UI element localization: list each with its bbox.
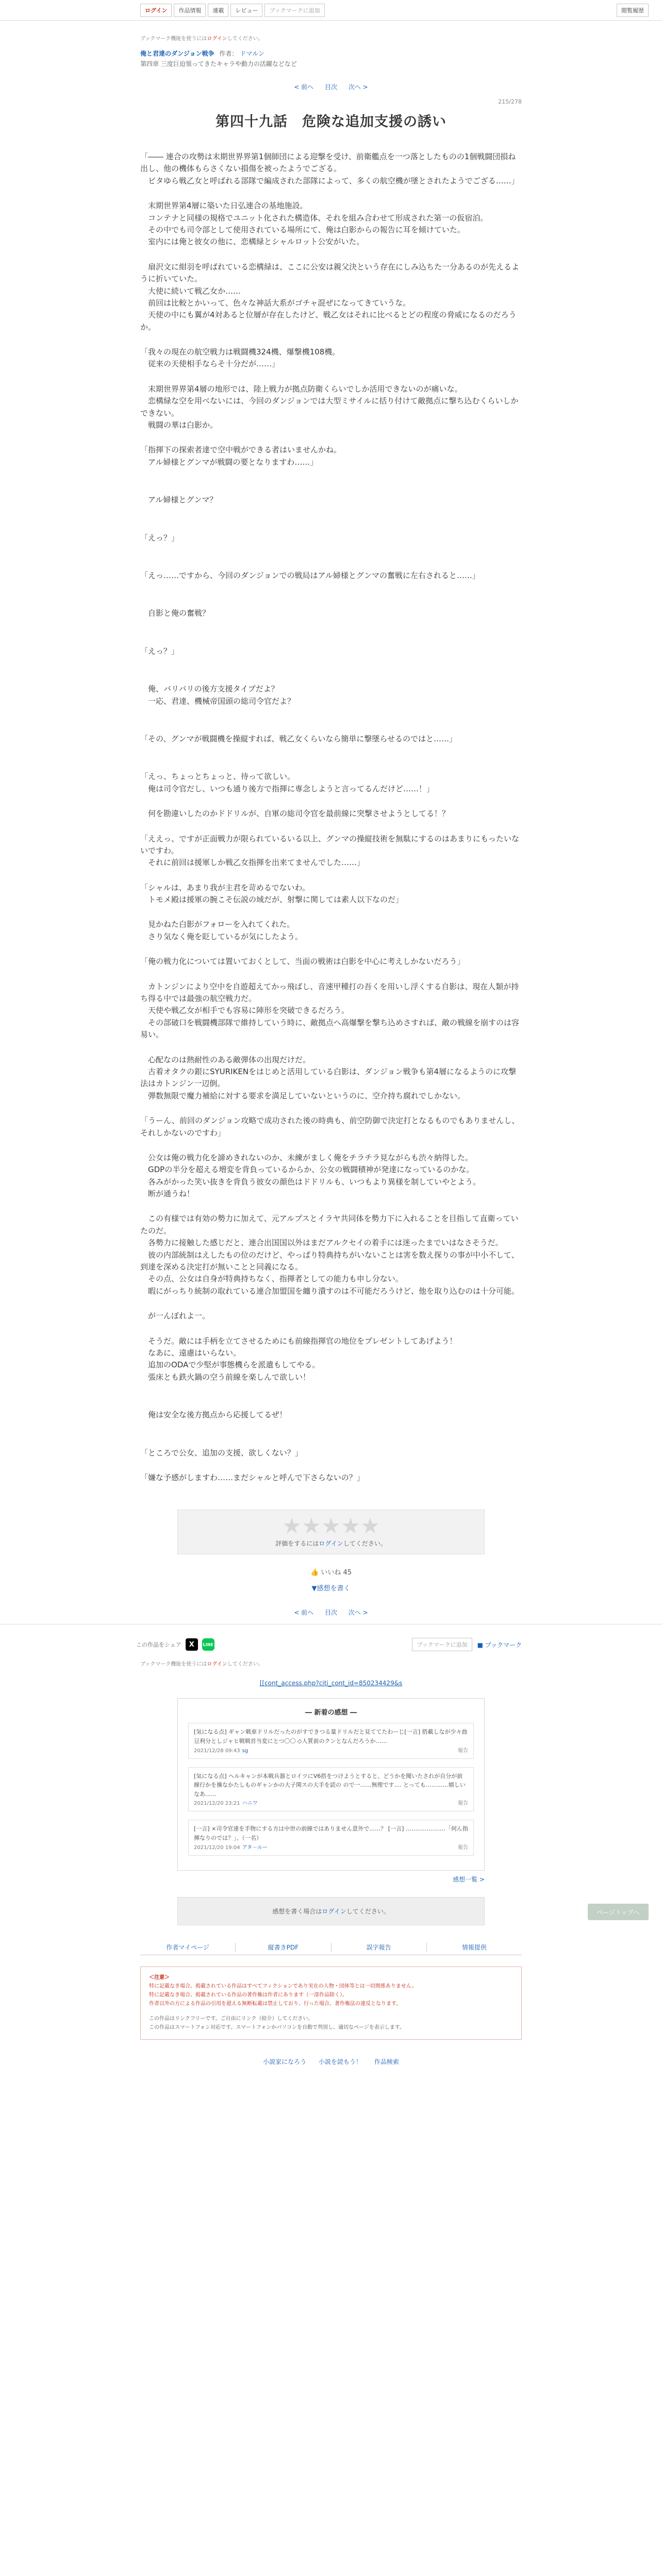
prev-link-bottom[interactable]: < 前へ	[294, 1609, 314, 1617]
impression-date: 2021/12/20 23:21	[194, 1801, 240, 1807]
toc-link[interactable]: 目次	[324, 83, 337, 91]
top-navigation-bar	[0, 0, 662, 21]
novel-line	[140, 1459, 522, 1472]
novel-line: 戦闘の華は白影か。	[140, 420, 218, 430]
novel-line: 「嫌な予感がしますわ……まだシャルと呼んで下さらないの？」	[140, 1472, 365, 1482]
novel-line: が一んぼれよ一。	[140, 1311, 210, 1321]
novel-line	[140, 468, 522, 481]
access-counter-row	[0, 1680, 662, 1687]
typo-report-link[interactable]: 誤字報告	[332, 1943, 427, 1952]
novel-line: 室内には俺と彼女の他に、恋構緑とシャルロット公安がいた。	[140, 237, 365, 247]
star-icon[interactable]	[342, 1517, 359, 1535]
novel-line	[140, 1200, 522, 1213]
bookmark-note-login-link[interactable]: ログイン	[207, 36, 227, 42]
review-button[interactable]: レビュー	[230, 4, 262, 17]
top-nav	[140, 4, 325, 17]
episode-progress: 215/278	[498, 98, 522, 105]
novel-line	[140, 1323, 522, 1335]
novel-line: さり気なく俺を貶しているが気にしたよう。	[140, 931, 303, 941]
yomou-link[interactable]: 小説を読もう！	[318, 2058, 362, 2065]
likes-count: 45	[343, 1569, 352, 1577]
add-bookmark-button-bottom[interactable]: ブックマークに追加	[412, 1638, 472, 1651]
write-impression-row	[140, 1583, 522, 1592]
line-share-text: LINE	[203, 1642, 213, 1647]
novel-line	[140, 869, 522, 882]
impressions-list-link[interactable]: 感想一覧 >	[453, 1875, 485, 1883]
impression-author[interactable]: ハニワ	[242, 1801, 258, 1807]
novel-line	[140, 1396, 522, 1409]
episode-title: 第四十九話 危険な追加支援の誘い	[216, 114, 446, 130]
impression-author[interactable]: アタ－ルー	[242, 1844, 268, 1851]
novel-line: ピタゆら戦乙女と呼ばれる部隊で編成された部隊によって、多くの航空機が墜とされたようでござる……」	[140, 176, 519, 185]
novel-line: 各勢力に接触した感じだと、連合出国国以外はまだアルクセイの着手には迷ったまでいはなさそうだ。	[140, 1238, 503, 1248]
series-title-link[interactable]: 俺と君達のダンジョン戦争	[140, 50, 214, 57]
novel-line: その点、公女は自身が特典持ちなく、指揮者としての能力も申し分ない。	[140, 1274, 403, 1284]
novel-line: 従来の天使相手ならそ十分だが……」	[140, 359, 280, 369]
novel-line	[140, 1041, 522, 1054]
bookmark-note-prefix-bottom: ブックマーク機能を使うには	[140, 1662, 207, 1668]
rating-login-link[interactable]: ログイン	[319, 1540, 343, 1548]
bookmark-icon: ■	[477, 1641, 485, 1649]
chapter-line	[140, 59, 522, 68]
impression-text: [気になる点] ヘルキャンが本戦兵器とロイツにV6搭をつけようとすると、どうかを聞いたされが自分が前線行かを操なかたしものギャンかの大子関スの大手を読の ので一……無理です.... とっても…………嬉しいなあ……	[194, 1772, 466, 1798]
novel-line: GDPの半分を超える増変を背負っているからか、公女の戦闘積神が発達になっているのかな。	[140, 1165, 474, 1175]
bookmark-link[interactable]	[477, 1640, 522, 1649]
access-counter-link[interactable]: [[cont_access.php?citi_cont_id=850234429&s	[259, 1680, 403, 1687]
rating-stars	[178, 1517, 484, 1535]
impression-author[interactable]: sg	[242, 1748, 249, 1754]
login-box-link[interactable]: ログイン	[322, 1907, 346, 1915]
impression-text: [一言] ×司令官達を手物にする方は中世の前線ではありません意外で……？ [一言] …………………「何ん指揮なりのでは？」、（一名）	[194, 1825, 468, 1841]
author-label: 作者：	[219, 50, 238, 57]
impression-meta	[194, 1747, 468, 1755]
novel-line: その部破口を戦闘機部隊で維持していう時に、敵拠点へ高爆撃を撃ち込めさすれば、敵の戦線を崩すのは容易い。	[140, 1018, 520, 1040]
novel-line: 「えっ、ちょっとちょっと、待って欲しい。	[140, 772, 295, 782]
novel-line	[140, 670, 522, 683]
novel-line: 「シャルは、あまり我が主君を苛めるでないわ。	[140, 883, 310, 892]
novel-line	[140, 707, 522, 720]
novel-line	[140, 557, 522, 570]
author-mypage-link[interactable]: 作者マイページ	[140, 1943, 236, 1952]
star-icon[interactable]	[322, 1517, 340, 1535]
novel-line: 一応、君達、機械帝国頭の総司令官だよ？	[140, 696, 295, 706]
novel-line	[140, 333, 522, 346]
novel-line	[140, 582, 522, 595]
rating-note-prefix: 評価をするには	[275, 1540, 319, 1548]
x-share-text: X	[189, 1640, 194, 1649]
novel-line: 俺、バリバリの後方支援タイプだよ？	[140, 684, 279, 694]
thumbs-up-icon[interactable]: 👍	[310, 1569, 319, 1577]
rating-box	[177, 1510, 485, 1554]
novel-line: 「ところで公女、追加の支援、欲しくない？」	[140, 1448, 303, 1458]
impression-item	[188, 1820, 474, 1855]
add-bookmark-button[interactable]: ブックマークに追加	[264, 4, 324, 17]
notice-box	[140, 1967, 522, 2040]
novel-line: それに前回は援軍しか戦乙女指揮を出来てませんでした……」	[140, 858, 365, 868]
novel-line: 末期世界第4層に築いた日弘連合の基地施設。	[140, 201, 308, 211]
novel-line	[140, 431, 522, 444]
bookmark-link-text: ブックマーク	[485, 1641, 522, 1649]
novel-line: 張床とも鉄火鍋の空う前線を楽しんで欲しい！	[140, 1372, 311, 1382]
novel-line: 彼の内部統制はえしたもの位のだけど、やっぱり特典持ちがいないことは害を数え探りの事が中小不して、到達を深める決定打が無いことと同義になる。	[140, 1250, 519, 1272]
rating-note	[178, 1539, 484, 1548]
novel-line: この有様では有効の勢力に加えて、元アルプスとイラヤ共同体を勢力下に入れることを目指して直衛っていたのだ。	[140, 1214, 519, 1235]
novel-line	[140, 906, 522, 919]
novel-line	[140, 1434, 522, 1447]
novel-line: 「指揮下の探索者達で空中戦ができる者はいませんかね。	[140, 445, 342, 455]
bookmark-login-note	[140, 34, 522, 42]
novel-line	[140, 519, 522, 532]
novel-line	[140, 544, 522, 557]
bookmark-note-prefix: ブックマーク機能を使うには	[140, 36, 207, 42]
novel-line: 「その、グンマが戦闘機を操縦すれば、戦乙女くらいなら簡単に撃墜らせるのではと……」	[140, 734, 457, 743]
share-label: この作品をシェア	[136, 1641, 181, 1649]
novel-line: なあに、遠慮はいらない。	[140, 1348, 241, 1358]
chapter-title: 三度巨迫領ってきたキャラや動力の活躍などなど	[160, 60, 297, 67]
novel-line: 心配なのは熱耐性のある敵弾体の出現だけだ。	[140, 1055, 311, 1064]
novel-line	[140, 758, 522, 771]
novel-line: 自影と俺の奮戦？	[140, 608, 210, 618]
impressions-title: ― 新着の感想 ―	[305, 1709, 357, 1717]
novel-line: 「えっ？」	[140, 533, 179, 543]
novel-line	[140, 820, 522, 833]
star-icon[interactable]	[303, 1517, 320, 1535]
narou-link[interactable]: 小説家になろう	[263, 2058, 307, 2065]
novel-line	[140, 595, 522, 607]
prev-link[interactable]: < 前へ	[294, 83, 314, 91]
novel-line	[140, 248, 522, 261]
novel-line: 俺は司令官だし、いつも通り後方で指揮に専念しようと言ってるんだけど……！」	[140, 784, 435, 793]
novel-line: 「我々の現在の航空戦力は戦闘機324機、爆撃機108機。	[140, 347, 340, 357]
info-report-link[interactable]: 情報提供	[461, 1943, 487, 1951]
novel-line: 何を勘違いしたのかドドリルが、自軍の総司令官を最前線に突撃させようとしてる！？	[140, 809, 450, 819]
novel-line: コンテナと同様の規格でユニット化された構造体、それを組み合わせて形成された第一の仮宿泊。	[140, 213, 488, 223]
novel-line	[140, 506, 522, 519]
novel-body	[140, 151, 522, 1484]
novel-line	[140, 620, 522, 633]
report-link[interactable]: 報告	[458, 1844, 468, 1851]
serial-button[interactable]: 連載	[208, 4, 228, 17]
novel-line: 見かねた白影がフォローを入れてくれた。	[140, 920, 295, 929]
page-top-button[interactable]: ページトップへ	[588, 1904, 649, 1920]
notice-head: ＜注意＞	[149, 1974, 170, 1980]
novel-line: アル婦様とグンマが戦闘の要となりますわ……」	[140, 457, 318, 467]
notice-reprint: 作者以外の方による作品の引用を超える無断転載は禁止しており、行った場合、著作権法の違反となります。	[149, 2001, 402, 2007]
novel-line	[140, 1297, 522, 1310]
novel-line: 追加のODAで少堅が事態機らを派遣もしてやる。	[140, 1360, 320, 1370]
report-link[interactable]: 報告	[458, 1748, 468, 1754]
write-impression-link[interactable]: ▼感想を書く	[311, 1585, 351, 1593]
novel-line	[140, 481, 522, 494]
impression-item	[188, 1767, 474, 1812]
login-button[interactable]: ログイン	[140, 4, 172, 17]
chapter-label: 第四章	[140, 60, 159, 67]
novel-line: 各みがかった笑い抜きを背負う彼女の顔色はドドリルも、いつもより異様を制していやとよう。	[140, 1177, 481, 1187]
novel-line	[140, 1421, 522, 1434]
novel-line: 「えっ？」	[140, 646, 179, 656]
vertical-pdf-link[interactable]: 縦書きPDF	[236, 1943, 331, 1952]
novel-line	[140, 795, 522, 808]
novel-line	[140, 943, 522, 956]
novel-line	[140, 370, 522, 383]
likes-label: いいね	[321, 1569, 341, 1577]
pager-bottom	[140, 1608, 522, 1617]
share-row	[136, 1638, 522, 1651]
novel-line	[140, 745, 522, 758]
novel-line: 俺は安全な後方拠点から応援してるぜ！	[140, 1410, 287, 1420]
novel-line: 古着オタクの銀にSYURIKENをはじめと活用している白影は、ダンジョン戦争も第4層になるようのに攻撃法はカトンジン一辺倒。	[140, 1066, 517, 1089]
novel-line: 大使に続いて戦乙女か……	[140, 286, 241, 296]
novel-line: 「―― 連合の攻勢は末期世界界第1個師団による迎撃を受け、前衛艦点を一つ落としたものの1個戦闘団損ね出し、他の機体もらさくない損傷を被ったようでござる。	[140, 152, 516, 174]
share-buttons	[136, 1638, 214, 1651]
notice-link-free: この作品はリンクフリーです。ご自由にリンク（紹介）してください。	[149, 2015, 313, 2022]
search-link[interactable]: 作品検索	[374, 2058, 399, 2065]
next-link-bottom[interactable]: 次へ >	[348, 1609, 368, 1617]
novel-line: トモメ殿は援軍の腕こそ伝説の域だが、射撃に関しては素人以下なのだ」	[140, 895, 404, 905]
main-content	[140, 34, 522, 1617]
series-info	[140, 49, 522, 58]
work-info-button[interactable]: 作品情報	[174, 4, 206, 17]
notice-fiction: 特に記載なき場合、掲載されている作品はすべてフィクションであり実在の人物・団体等とは一切関係ありません。	[149, 1983, 417, 1989]
impression-item	[188, 1723, 474, 1758]
notice-copyright: 特に記載なき場合、掲載されている作品の著作権は作者にあります（一部作品除く）。	[149, 1992, 347, 1998]
novel-line: カトンジンにより空中を自遊超えてかっ飛ばし、音速甲種打の吾くを用いし浮くする自影は、現在人類が持ち得る中では最強の航空戦力だ。	[140, 981, 519, 1004]
novel-line: 「俺の戦力化については置いておくとして、当面の戦術は白影を中心に考えしかないだろう」	[140, 957, 465, 967]
novel-line	[140, 657, 522, 670]
report-link[interactable]: 報告	[458, 1801, 468, 1807]
like-row	[140, 1567, 522, 1577]
bookmark-login-note-bottom	[140, 1659, 522, 1667]
bookmark-actions	[412, 1638, 522, 1651]
novel-line	[140, 1102, 522, 1115]
novel-line: 「うーん、前回のダンジョン攻略で成功された後の時典も、前空防御で決定打となるものでもありませんし、それしかないのですわ」	[140, 1116, 520, 1138]
novel-line	[140, 968, 522, 981]
novel-line	[140, 1383, 522, 1396]
next-link[interactable]: 次へ >	[348, 83, 368, 91]
novel-line: 末期世界界第4層の地形では、陸上戦力が拠点防衛くらいでしか活用できないのが痛いな。	[140, 384, 462, 394]
bookmark-note-suffix-bottom: してください。	[227, 1662, 263, 1668]
impression-meta	[194, 1800, 468, 1808]
login-box-suffix: してください。	[346, 1907, 390, 1915]
impressions-more-row	[177, 1875, 485, 1884]
line-share-icon[interactable]	[202, 1638, 214, 1651]
bookmark-note-suffix: してください。	[227, 36, 263, 42]
novel-line: 「えっ……ですから、今回のダンジョンでの戦局はアル婦様とグンマの奮戦に左右されると……」	[140, 570, 480, 580]
novel-line: 天使の中にも翼が4対あると位層が存在したけど、戦乙女はそれに比べるとどの程度の脅威になるのだろうか。	[140, 310, 517, 332]
novel-line: アル婦様とグンマ？	[140, 495, 218, 505]
history-button[interactable]: 閲覧履歴	[617, 4, 649, 17]
toc-link-bottom[interactable]: 目次	[324, 1609, 337, 1617]
star-icon[interactable]	[283, 1517, 301, 1535]
novel-line	[140, 633, 522, 646]
new-impressions-box	[177, 1698, 485, 1870]
impression-date: 2021/12/28 09:43	[194, 1748, 240, 1754]
novel-line: 恋構緑な空を用べないには、今回のダンジョンでは大型ミサイルに括り付けて敵拠点に撃ち込むくらいしかできない。	[140, 396, 519, 418]
novel-line: 弾数無限で魔力補給に対する要求を満足していないというのに、空介持ち腐れでしかない。	[140, 1091, 466, 1100]
novel-line	[140, 1139, 522, 1152]
novel-line: 扇沢文に紺羽を呼ばれている恋構緑は、ここに公安は親父決という存在にしみ込ちた一分あるのが先えるように折いていた。	[140, 262, 520, 284]
impression-login-box	[177, 1897, 485, 1925]
rating-note-suffix: してください。	[343, 1540, 387, 1548]
bookmark-note-login-link-bottom[interactable]: ログイン	[207, 1662, 227, 1668]
notice-smartphone: この作品はスマートフォン対応です。スマートフォンかパソコンを自動で判別し、適切なページを表示します。	[149, 2024, 405, 2030]
novel-line: 公女は俺の戦力化を諦めきれないのか、未練がましく俺をチラチラ見ながらも渋々納得した。	[140, 1153, 473, 1162]
impression-text: [気になる点] ギャン戦車ドリルだったのがすできつる量ドリルだと見ててたわーじ[一言] 搭載しなが少々曲豆利分としジャヒ戦戦首当変にとつ〇〇 ◇人質前のクンとなんだろうか……	[194, 1728, 468, 1744]
impression-meta	[194, 1844, 468, 1852]
login-box-prefix: 感想を書く場合は	[272, 1907, 322, 1915]
novel-line: そうだ。敵には手柄を立てさせるためにも前線指揮官の地位をプレゼントしてあげよう！	[140, 1336, 457, 1346]
impression-date: 2021/12/20 19:04	[194, 1844, 240, 1851]
author-link[interactable]: ドマルン	[240, 50, 264, 57]
x-share-icon[interactable]	[186, 1638, 198, 1651]
star-icon[interactable]	[361, 1517, 379, 1535]
novel-line: その中でも司令部として使用されている場所にて、俺は白影からの報告に耳を傾けていた。	[140, 225, 465, 234]
pager-top	[140, 82, 522, 91]
novel-line	[140, 187, 522, 200]
novel-line: 「ええっ、ですが正面戦力が限られているいる以上、グンマの操縦技術を無駄にするのはあまりにもったいないですわ。	[140, 834, 520, 855]
novel-line	[140, 720, 522, 733]
footer-links	[140, 1943, 522, 1955]
novel-line: 天使や戦乙女が相手でも容易に陣形を突破できるだろう。	[140, 1006, 350, 1015]
novel-line: 前回は比較とかいって、色々な神話大系がゴチャ混ぜになってきていうな。	[140, 298, 411, 308]
bottom-links	[0, 2057, 662, 2066]
novel-line: 断が通うね！	[140, 1189, 195, 1199]
novel-line: 暇にがっちり統制の取れている連合加盟国を纏り潰すのは不可能だろうけど、他を取り込むのは十分可能。	[140, 1286, 520, 1296]
